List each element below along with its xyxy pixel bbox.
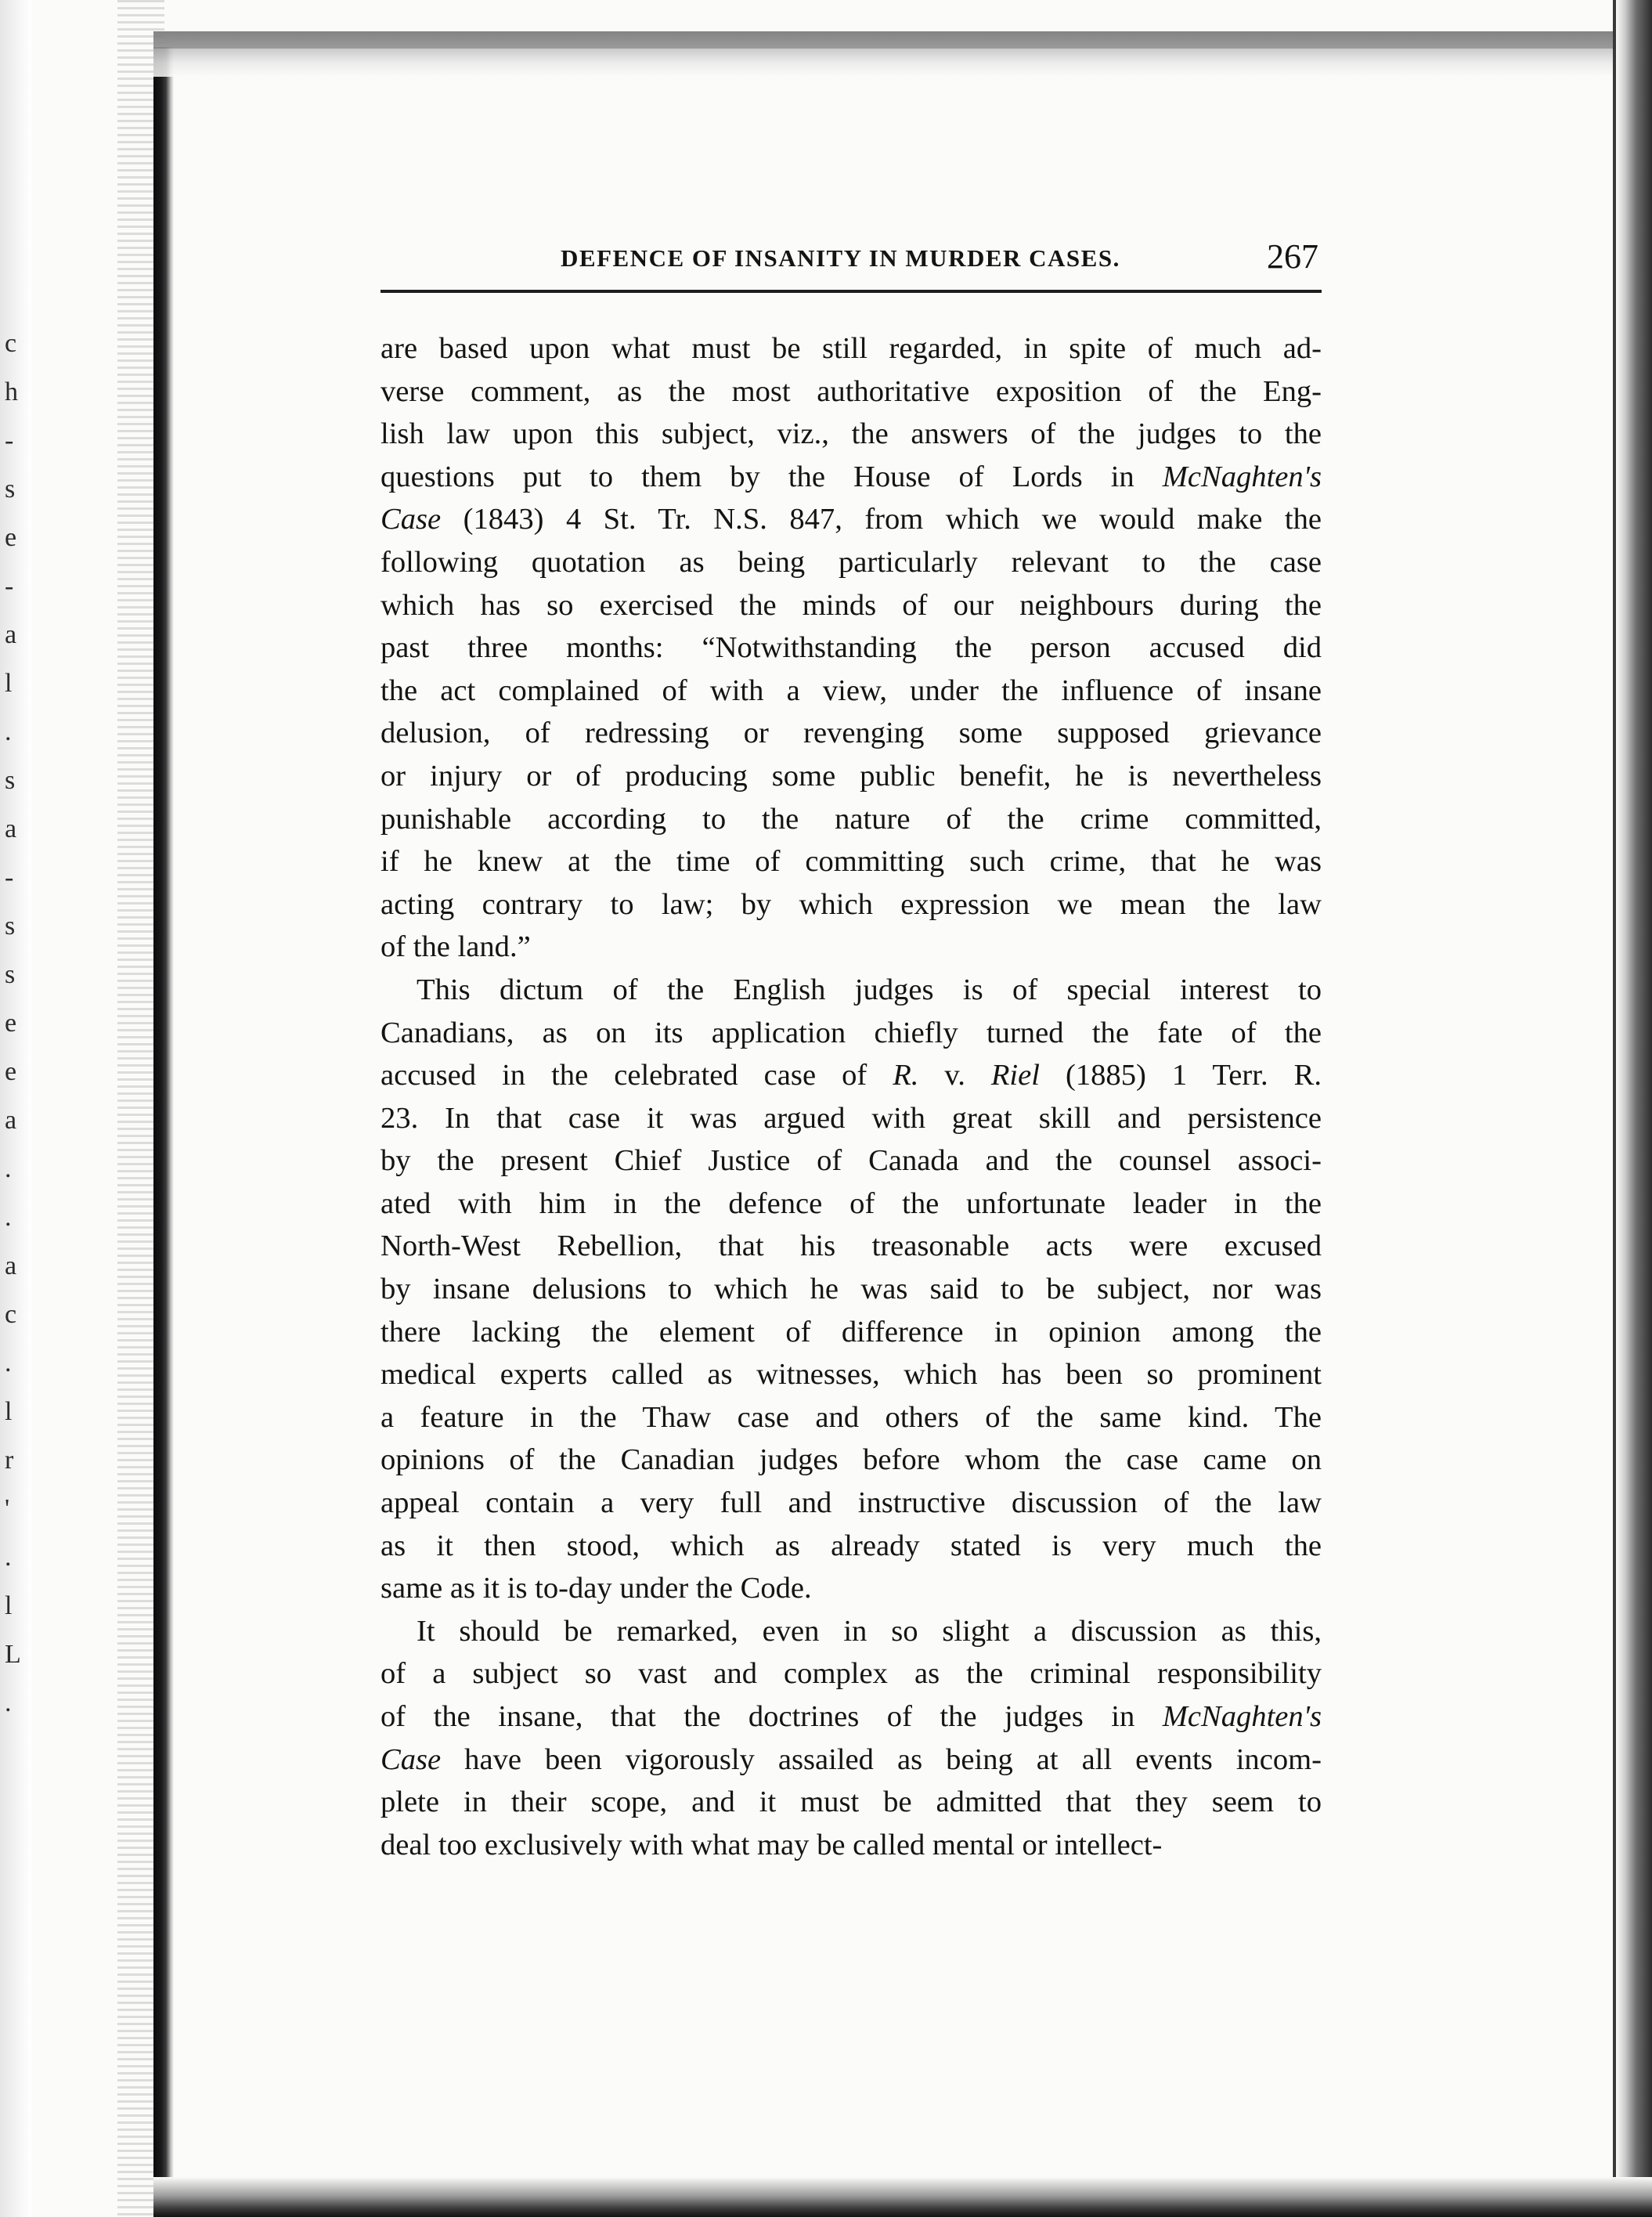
text-line: This dictum of the English judges is of special interest to — [417, 973, 1322, 1006]
margin-fragment: - — [5, 863, 14, 892]
margin-fragment: r — [5, 1446, 14, 1475]
text-line: plete in their scope, and it must be admitted that they seem to — [381, 1786, 1322, 1819]
text-line: by insane delusions to which he was said to be subject, nor was — [381, 1273, 1322, 1306]
right-page-edge — [1616, 0, 1652, 2217]
text-line: Canadians, as on its application chiefly turned the fate of the — [381, 1016, 1322, 1049]
margin-fragment: s — [5, 912, 16, 941]
top-edge-bar — [153, 31, 1652, 49]
margin-fragment: a — [5, 620, 17, 649]
text-line: accused in the celebrated case of R. v. Riel (1885) 1 Terr. R. — [381, 1059, 1322, 1092]
bottom-page-edge — [153, 2177, 1652, 2217]
binding-shadow — [153, 47, 174, 2208]
text-line: if he knew at the time of committing such crime, that he was — [381, 845, 1322, 879]
margin-fragment: l — [5, 1397, 13, 1426]
text-line: as it then stood, which as already stated is very much the — [381, 1529, 1322, 1562]
margin-fragment: c — [5, 1300, 17, 1329]
margin-fragment: c — [5, 329, 17, 358]
text-line: delusion, of redressing or revenging some supposed grievance — [381, 717, 1322, 750]
margin-fragment: ' — [5, 1494, 10, 1523]
case-name: Case — [381, 503, 442, 536]
paragraph-2 — [381, 969, 1322, 1610]
text-line: acting contrary to law; by which expression we mean the law — [381, 887, 1322, 921]
text-line: a feature in the Thaw case and others of the same kind. The — [381, 1400, 1322, 1434]
text-line: same as it is to-day under the Code. — [381, 1572, 812, 1605]
text-line: appeal contain a very full and instructive discussion of the law — [381, 1486, 1322, 1520]
text-line: of the land.” — [381, 930, 531, 964]
margin-fragment: . — [5, 1154, 12, 1183]
text-line: It should be remarked, even in so slight a discussion as this, — [417, 1614, 1322, 1648]
page-number: 267 — [1267, 237, 1318, 276]
text-line: by the present Chief Justice of Canada and the counsel associ- — [381, 1144, 1322, 1178]
running-title: DEFENCE OF INSANITY IN MURDER CASES. — [561, 244, 1120, 272]
margin-fragment: e — [5, 1057, 17, 1086]
margin-fragment: . — [5, 1688, 12, 1717]
margin-fragment: . — [5, 717, 12, 746]
text-line: Case have been vigorously assailed as being at all events incom- — [381, 1742, 1322, 1776]
margin-fragment: s — [5, 766, 16, 795]
text-line: or injury or of producing some public benefit, he is nevertheless — [381, 759, 1322, 793]
margin-fragment: s — [5, 475, 16, 504]
paragraph-1 — [381, 327, 1322, 969]
margin-fragment: - — [5, 426, 14, 455]
case-name: R. — [893, 1059, 919, 1092]
margin-fragment: s — [5, 960, 16, 989]
facing-page-fragments — [5, 329, 28, 1739]
margin-fragment: a — [5, 1106, 17, 1135]
margin-fragment: . — [5, 1203, 12, 1232]
text-line: there lacking the element of difference in opinion among the — [381, 1315, 1322, 1349]
body-text — [381, 327, 1322, 1866]
case-name: McNaghten's — [1162, 1700, 1322, 1733]
margin-fragment: e — [5, 523, 17, 552]
text-line: the act complained of with a view, under the influence of insane — [381, 673, 1322, 707]
running-header — [381, 235, 1322, 293]
text-line: following quotation as being particularly relevant to the case — [381, 545, 1322, 579]
text-line: questions put to them by the House of Lords in McNaghten's — [381, 460, 1322, 493]
text-line: medical experts called as witnesses, which has been so prominent — [381, 1358, 1322, 1392]
text-line: which has so exercised the minds of our neighbours during the — [381, 588, 1322, 622]
text-line: past three months: “Notwithstanding the person accused did — [381, 631, 1322, 665]
margin-fragment: - — [5, 572, 14, 601]
text-line: North-West Rebellion, that his treasonable acts were excused — [381, 1229, 1322, 1263]
case-name: Riel — [990, 1059, 1040, 1092]
text-line: verse comment, as the most authoritative exposition of the Eng- — [381, 374, 1322, 408]
text-line: opinions of the Canadian judges before whom the case came on — [381, 1443, 1322, 1477]
text-line: 23. In that case it was argued with great skill and persistence — [381, 1101, 1322, 1135]
margin-fragment: a — [5, 814, 17, 843]
case-name: Case — [381, 1742, 442, 1776]
text-line: lish law upon this subject, viz., the answers of the judges to the — [381, 417, 1322, 451]
text-line: of a subject so vast and complex as the criminal responsibility — [381, 1657, 1322, 1691]
margin-fragment: . — [5, 1543, 12, 1572]
margin-fragment: a — [5, 1251, 17, 1280]
margin-fragment: e — [5, 1009, 17, 1038]
margin-fragment: l — [5, 669, 13, 698]
case-name: McNaghten's — [1162, 460, 1322, 493]
text-line: Case (1843) 4 St. Tr. N.S. 847, from which we would make the — [381, 503, 1322, 536]
text-line: of the insane, that the doctrines of the judges in McNaghten's — [381, 1700, 1322, 1733]
text-line: ated with him in the defence of the unfortunate leader in the — [381, 1186, 1322, 1220]
margin-fragment: . — [5, 1349, 12, 1378]
text-line: punishable according to the nature of the crime committed, — [381, 802, 1322, 836]
margin-fragment: h — [5, 377, 18, 406]
margin-fragment: l — [5, 1591, 13, 1620]
paragraph-3 — [381, 1610, 1322, 1867]
text-line: deal too exclusively with what may be called mental or intellect- — [381, 1828, 1163, 1861]
text-line: are based upon what must be still regarded, in spite of much ad- — [381, 332, 1322, 365]
margin-fragment: L — [5, 1640, 21, 1669]
